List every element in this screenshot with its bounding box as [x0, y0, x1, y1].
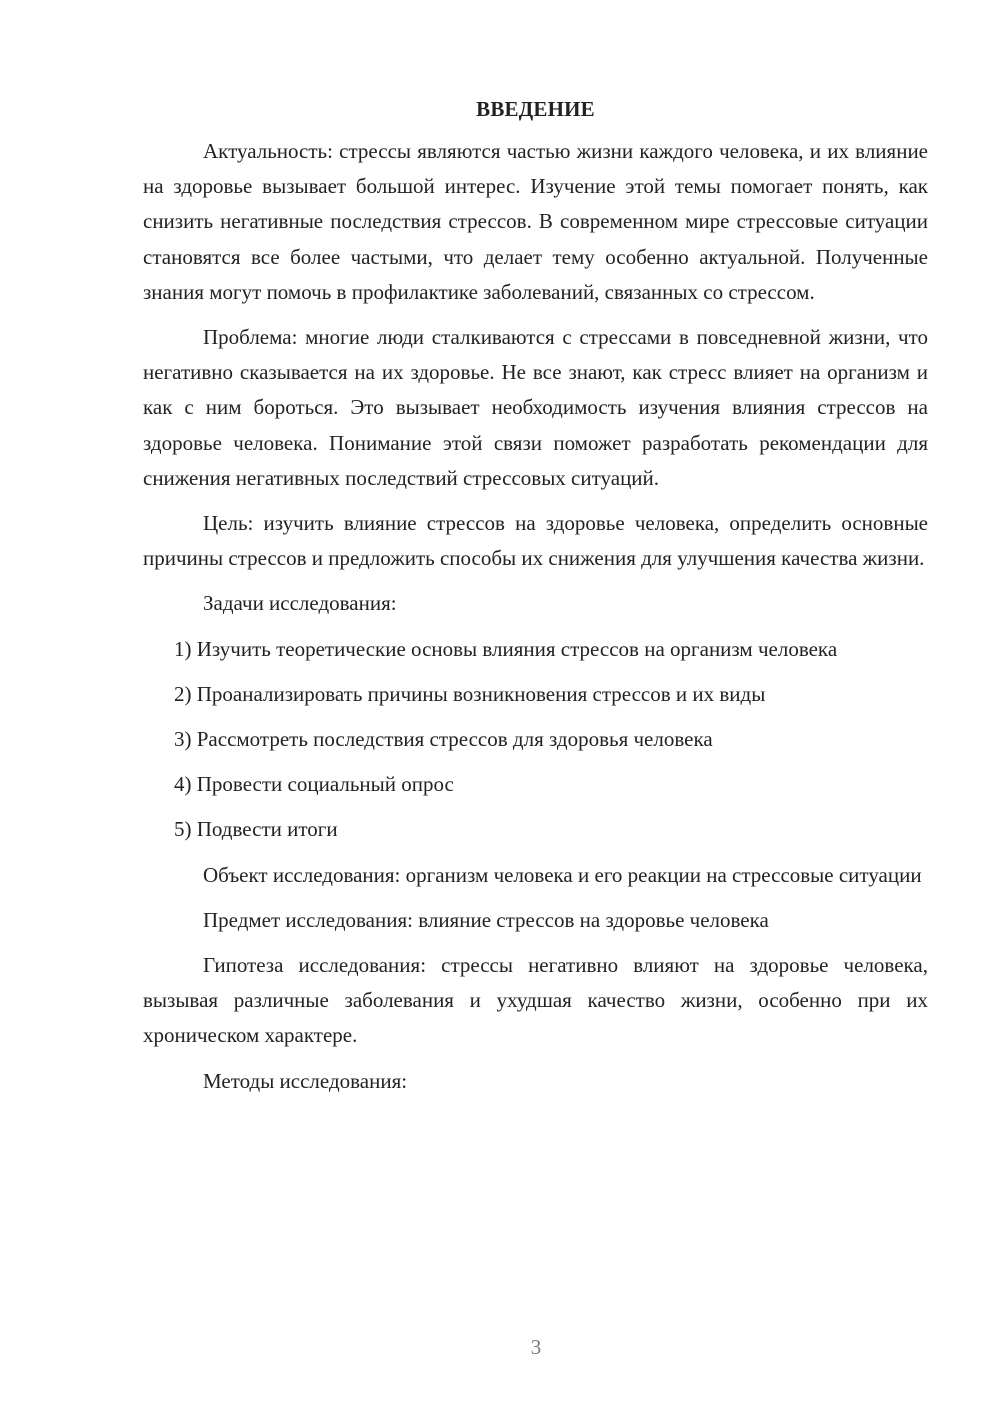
list-item: 5) Подвести итоги — [174, 817, 338, 842]
tasks-list — [143, 632, 928, 848]
paragraph-hypothesis: Гипотеза исследования: стрессы негативно влияют на здоровье человека, вызывая различные заболевания и ухудшая качество жизни, особенно при их хроническом характере. — [143, 953, 928, 1048]
paragraph-problem: Проблема: многие люди сталкиваются с стрессами в повседневной жизни, что негативно сказывается на их здоровье. Не все знают, как стресс влияет на организм и как с ним бороться. Это вызывает необходимость изучения влияния стрессов на здоровье человека. Понимание этой связи поможет разработать рекомендации для снижения негативных последствий стрессовых ситуаций. — [143, 325, 928, 490]
document-page — [143, 92, 928, 1109]
paragraph-object: Объект исследования: организм человека и его реакции на стрессовые ситуации — [203, 862, 922, 887]
page-number: 3 — [530, 1335, 542, 1359]
paragraph-goal: Цель: изучить влияние стрессов на здоровье человека, определить основные причины стрессов и предложить способы их снижения для улучшения качества жизни. — [143, 511, 928, 571]
list-item: 1) Изучить теоретические основы влияния стрессов на организм человека — [174, 636, 838, 661]
paragraph-subject: Предмет исследования: влияние стрессов на здоровье человека — [203, 907, 769, 932]
list-item: 3) Рассмотреть последствия стрессов для здоровья человека — [174, 727, 713, 752]
paragraph-relevance: Актуальность: стрессы являются частью жизни каждого человека, и их влияние на здоровье вызывает большой интерес. Изучение этой темы помогает понять, как снизить негативные последствия стрессов. В современном мире стрессовые ситуации становятся все более частыми, что делает тему особенно актуальной. Полученные знания могут помочь в профилактике заболеваний, связанных со стрессом. — [143, 139, 928, 304]
list-item: 4) Провести социальный опрос — [174, 772, 454, 797]
section-title: ВВЕДЕНИЕ — [476, 97, 595, 121]
methods-heading: Методы исследования: — [203, 1068, 408, 1093]
list-item: 2) Проанализировать причины возникновения стрессов и их виды — [174, 681, 766, 706]
tasks-heading: Задачи исследования: — [203, 591, 397, 616]
